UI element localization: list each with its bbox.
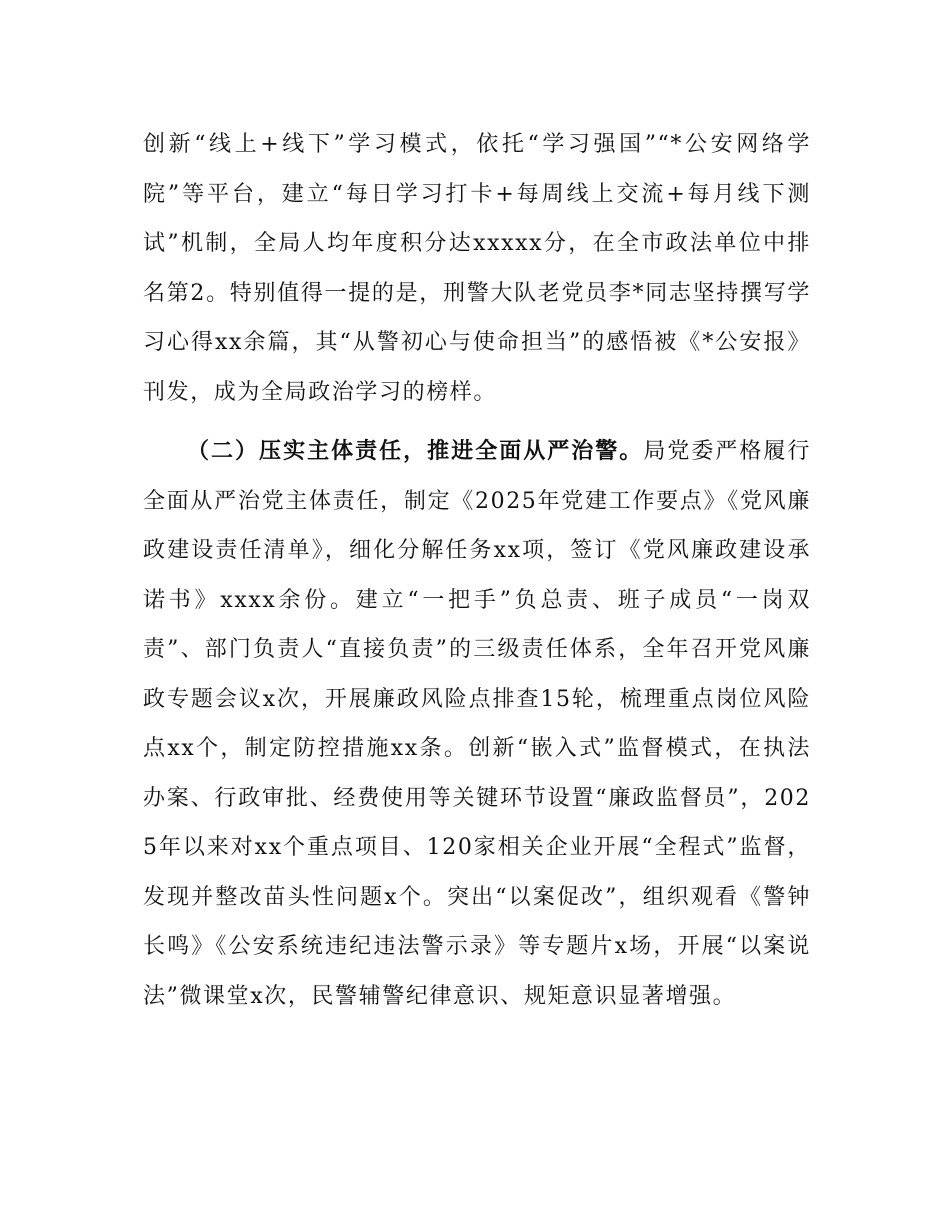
- section-heading: （二）压实主体责任，推进全面从严治警。: [187, 439, 644, 464]
- paragraph-main-responsibility: [143, 427, 811, 1021]
- section-body-text: 局党委严格履行全面从严治党主体责任，制定《2025年党建工作要点》《党风廉政建设责任清单》，细化分解任务xx项，签订《党风廉政建设承诺书》xxxx余份。建立“一把手”负总责、班子成员“一岗双责”、部门负责人“直接负责”的三级责任体系，全年召开党风廉政专题会议x次，开展廉政风险点排查15轮，梳理重点岗位风险点xx个，制定防控措施xx条。创新“嵌入式”监督模式，在执法办案、行政审批、经费使用等关键环节设置“廉政监督员”，2025年以来对xx个重点项目、120家相关企业开展“全程式”监督，发现并整改苗头性问题x个。突出“以案促改”，组织观看《警钟长鸣》《公安系统违纪违法警示录》等专题片x场，开展“以案说法”微课堂x次，民警辅警纪律意识、规矩意识显著增强。: [143, 439, 812, 1009]
- paragraph-study-mode: 创新“线上+线下”学习模式，依托“学习强国”“*公安网络学院”等平台，建立“每日学习打卡+每周线上交流+每月线下测试”机制，全局人均年度积分达xxxxx分，在全市政法单位中排名第2。特别值得一提的是，刑警大队老党员李*同志坚持撰写学习心得xx余篇，其“从警初心与使命担当”的感悟被《*公安报》刊发，成为全局政治学习的榜样。: [143, 132, 811, 405]
- document-body: [143, 120, 811, 1021]
